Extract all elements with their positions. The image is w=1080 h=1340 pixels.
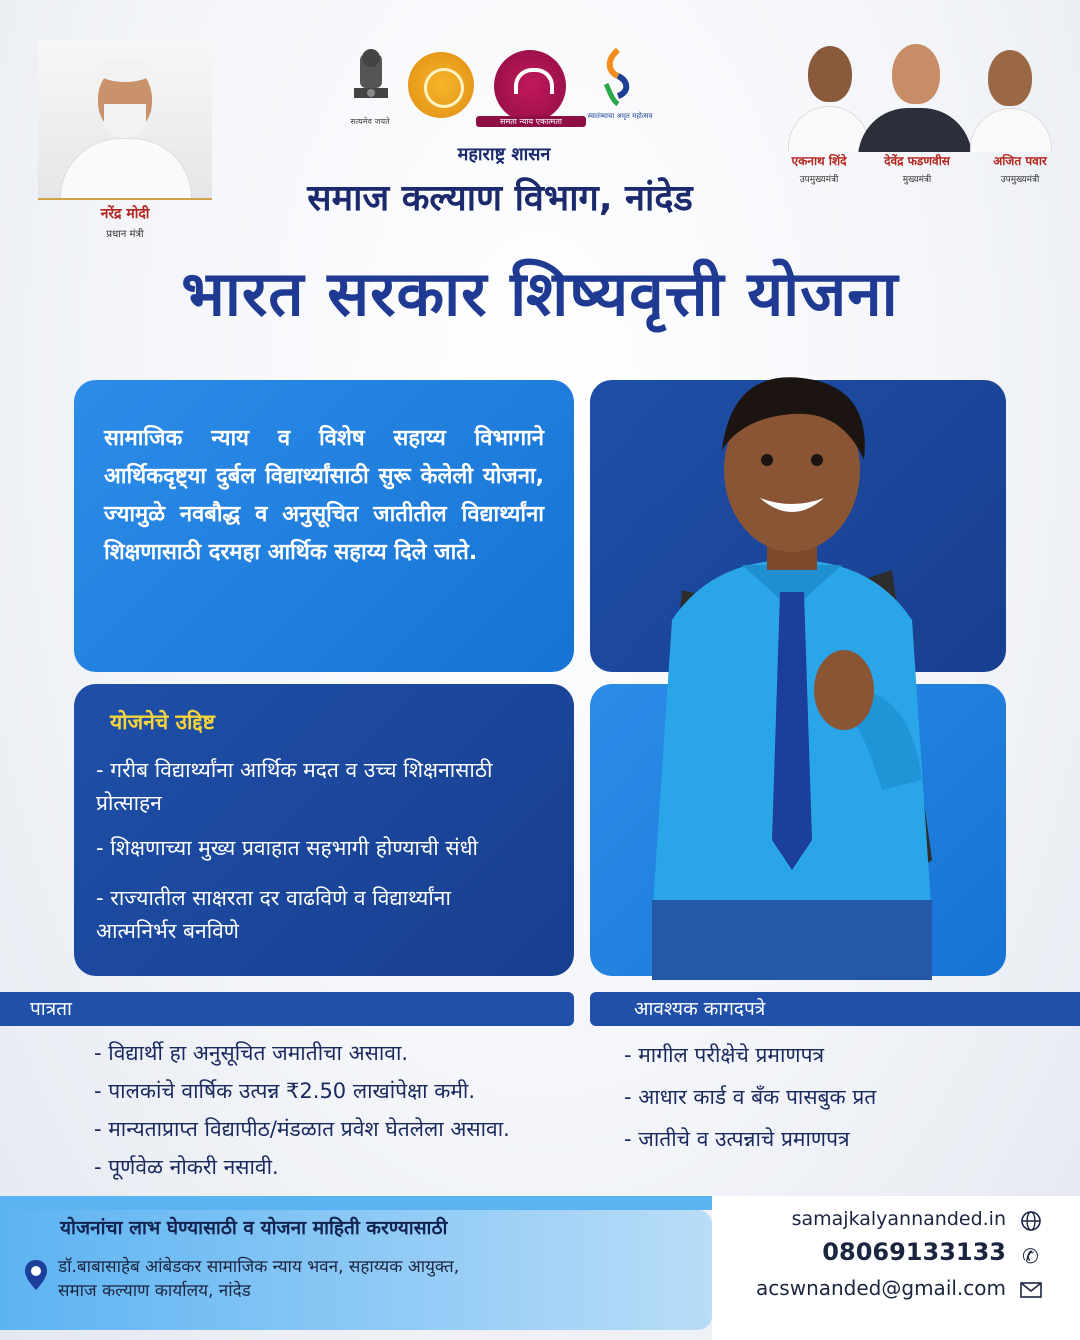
- objective-item-1: - गरीब विद्यार्थ्यांना आर्थिक मदत व उच्च शिक्षनासाठी प्रोत्साहन: [96, 758, 493, 815]
- objectives-card: [74, 684, 574, 976]
- eligibility-item-4: - पूर्णवेळ नोकरी नसावी.: [94, 1155, 279, 1179]
- pm-name: नरेंद्र मोदी: [100, 206, 150, 222]
- document-item-2: - आधार कार्ड व बँक पासबुक प्रत: [624, 1085, 877, 1109]
- location-pin-icon: [22, 1258, 50, 1292]
- eligibility-item-1: - विद्यार्थी हा अनुसूचित जमातीचा असावा.: [94, 1041, 409, 1065]
- globe-icon: [1020, 1210, 1042, 1232]
- maharashtra-seal-icon: [408, 52, 474, 118]
- social-justice-logo-icon: [494, 50, 566, 122]
- emblem-motto: सत्यमेव जयते: [350, 117, 390, 126]
- address-line-1: डॉ.बाबासाहेब आंबेडकर सामाजिक न्याय भवन, सहाय्यक आयुक्त,: [58, 1257, 460, 1277]
- department-line: समाज कल्याण विभाग, नांदेड: [307, 178, 693, 219]
- amrit-mahotsav-caption: स्वातंत्र्याचा अमृत महोत्सव: [587, 112, 653, 120]
- gov-line: महाराष्ट्र शासन: [457, 144, 551, 165]
- document-item-3: - जातीचे व उत्पन्नाचे प्रमाणपत्र: [624, 1127, 850, 1151]
- intro-card: [74, 380, 574, 672]
- phone-icon: ✆: [1022, 1244, 1039, 1268]
- leader-2-title: मुख्यमंत्री: [902, 175, 932, 185]
- objective-item-2: - शिक्षणाच्या मुख्य प्रवाहात सहभागी होण्याची संधी: [96, 836, 478, 860]
- leaders-photo: [780, 36, 1052, 152]
- social-justice-caption: समता न्याय एकात्मता: [476, 116, 586, 127]
- leader-2-name: देवेंद्र फडणवीस: [884, 154, 950, 168]
- eligibility-item-2: - पालकांचे वार्षिक उत्पन्न ₹2.50 लाखांपेक्षा कमी.: [94, 1079, 476, 1103]
- leader-3-name: अजित पवार: [993, 154, 1047, 168]
- pm-title: प्रधान मंत्री: [106, 229, 144, 240]
- leader-3-title: उपमुख्यमंत्री: [1000, 175, 1040, 185]
- intro-text: सामाजिक न्याय व विशेष सहाय्य विभागाने आर्थिकदृष्ट्या दुर्बल विद्यार्थ्यांसाठी सुरू केलेली योजना, ज्यामुळे नवबौद्ध व अनुसूचित जातीतील विद्यार्थ्यांना शिक्षणासाठी दरमहा आर्थिक सहाय्य दिले जाते.: [104, 426, 544, 565]
- national-emblem-icon: [346, 46, 396, 116]
- objectives-heading: योजनेचे उद्दिष्ट: [110, 710, 215, 734]
- objective-item-3: - राज्यातील साक्षरता दर वाढविणे व विद्यार्थ्यांना आत्मनिर्भर बनविणे: [96, 886, 451, 943]
- email-link[interactable]: acswnanded@gmail.com: [756, 1276, 1006, 1300]
- eligibility-heading: पात्रता: [0, 992, 574, 1026]
- website-link[interactable]: samajkalyannanded.in: [791, 1208, 1006, 1230]
- phone-link[interactable]: 08069133133: [822, 1238, 1006, 1266]
- footer-heading: योजनांचा लाभ घेण्यासाठी व योजना माहिती करण्यासाठी: [60, 1217, 448, 1239]
- mail-icon: [1020, 1282, 1042, 1298]
- amrit-mahotsav-logo-icon: [588, 46, 648, 110]
- document-item-1: - मागील परीक्षेचे प्रमाणपत्र: [624, 1043, 825, 1067]
- leader-1-name: एकनाथ शिंदे: [791, 154, 847, 168]
- address-line-2: समाज कल्याण कार्यालय, नांदेड: [58, 1281, 251, 1301]
- scheme-title: भारत सरकार शिष्यवृत्ती योजना: [181, 257, 899, 330]
- documents-heading: आवश्यक कागदपत्रे: [590, 992, 1080, 1026]
- student-illustration: [612, 360, 972, 980]
- eligibility-item-3: - मान्यताप्राप्त विद्यापीठ/मंडळात प्रवेश घेतलेला असावा.: [94, 1117, 510, 1141]
- leader-1-title: उपमुख्यमंत्री: [799, 175, 839, 185]
